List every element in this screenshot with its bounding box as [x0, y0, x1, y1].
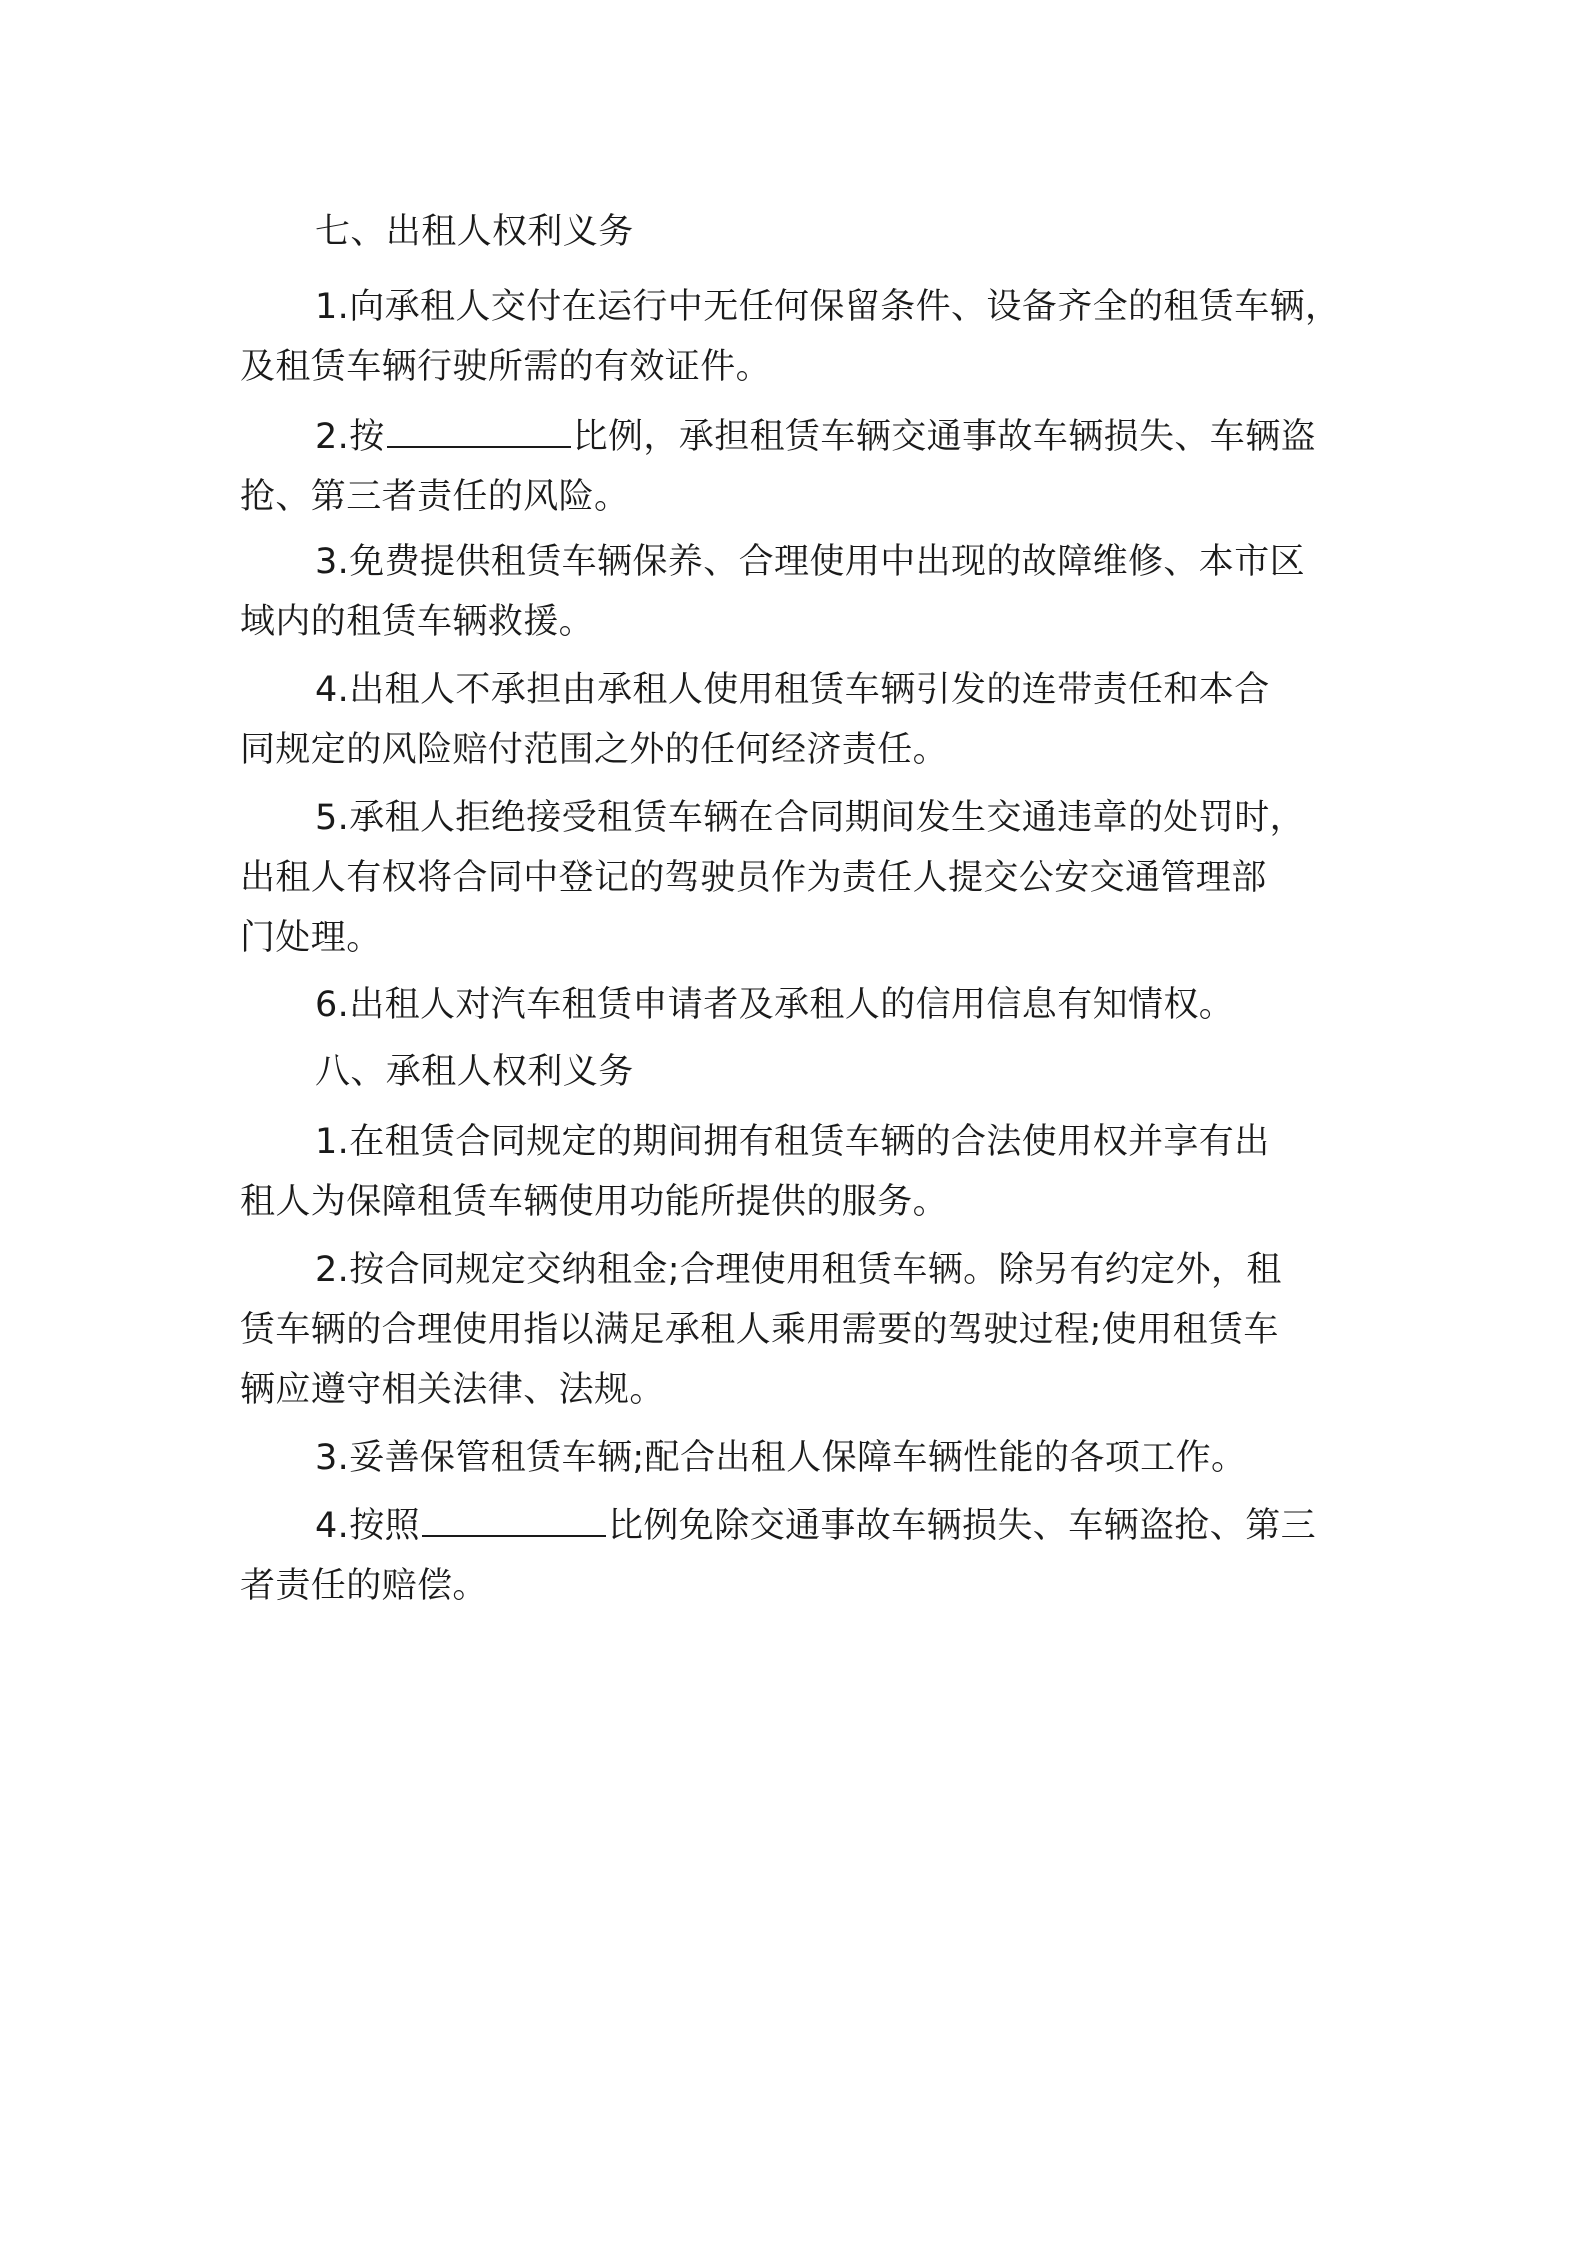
- s7-item6-line1: 6.出租人对汽车租赁申请者及承租人的信用信息有知情权。: [315, 985, 1235, 1025]
- s7-item2-line2: 抢、第三者责任的风险。: [240, 477, 630, 517]
- s8-item4-line2: 者责任的赔偿。: [240, 1566, 488, 1606]
- s7-item5-line2: 出租人有权将合同中登记的驾驶员作为责任人提交公安交通管理部: [240, 858, 1267, 898]
- s7-item1-line1: 1.向承租人交付在运行中无任何保留条件、设备齐全的租赁车辆，: [315, 287, 1341, 327]
- s7-item4-line1: 4.出租人不承担由承租人使用租赁车辆引发的连带责任和本合: [315, 670, 1270, 710]
- s8-item3-line1: 3.妥善保管租赁车辆;配合出租人保障车辆性能的各项工作。: [315, 1438, 1247, 1478]
- ratio-blank-field: [387, 416, 571, 448]
- s8-item1-line2: 租人为保障租赁车辆使用功能所提供的服务。: [240, 1182, 949, 1222]
- s7-item4-line2: 同规定的风险赔付范围之外的任何经济责任。: [240, 730, 949, 770]
- s8-item2-line3: 辆应遵守相关法律、法规。: [240, 1370, 665, 1410]
- s7-item3-line1: 3.免费提供租赁车辆保养、合理使用中出现的故障维修、本市区: [315, 542, 1305, 582]
- exemption-ratio-blank-field: [422, 1505, 606, 1537]
- s7-item2-prefix: 2.按: [315, 417, 385, 457]
- section-heading-7: 七、出租人权利义务: [315, 212, 634, 252]
- s8-item2-line1: 2.按合同规定交纳租金;合理使用租赁车辆。除另有约定外，租: [315, 1250, 1282, 1290]
- s7-item5-line3: 门处理。: [240, 918, 382, 958]
- s7-item2-line1: [315, 415, 1316, 459]
- s8-item1-line1: 1.在租赁合同规定的期间拥有租赁车辆的合法使用权并享有出: [315, 1122, 1270, 1162]
- s8-item4-prefix: 4.按照: [315, 1506, 420, 1546]
- s8-item4-line1: [315, 1504, 1316, 1548]
- s7-item1-line2: 及租赁车辆行驶所需的有效证件。: [240, 347, 772, 387]
- s7-item2-suffix: 比例，承担租赁车辆交通事故车辆损失、车辆盗: [572, 417, 1316, 457]
- s7-item5-line1: 5.承租人拒绝接受租赁车辆在合同期间发生交通违章的处罚时，: [315, 798, 1305, 838]
- s8-item4-suffix: 比例免除交通事故车辆损失、车辆盗抢、第三: [608, 1506, 1317, 1546]
- s8-item2-line2: 赁车辆的合理使用指以满足承租人乘用需要的驾驶过程;使用租赁车: [240, 1310, 1279, 1350]
- s7-item3-line2: 域内的租赁车辆救援。: [240, 602, 595, 642]
- section-heading-8: 八、承租人权利义务: [315, 1052, 634, 1092]
